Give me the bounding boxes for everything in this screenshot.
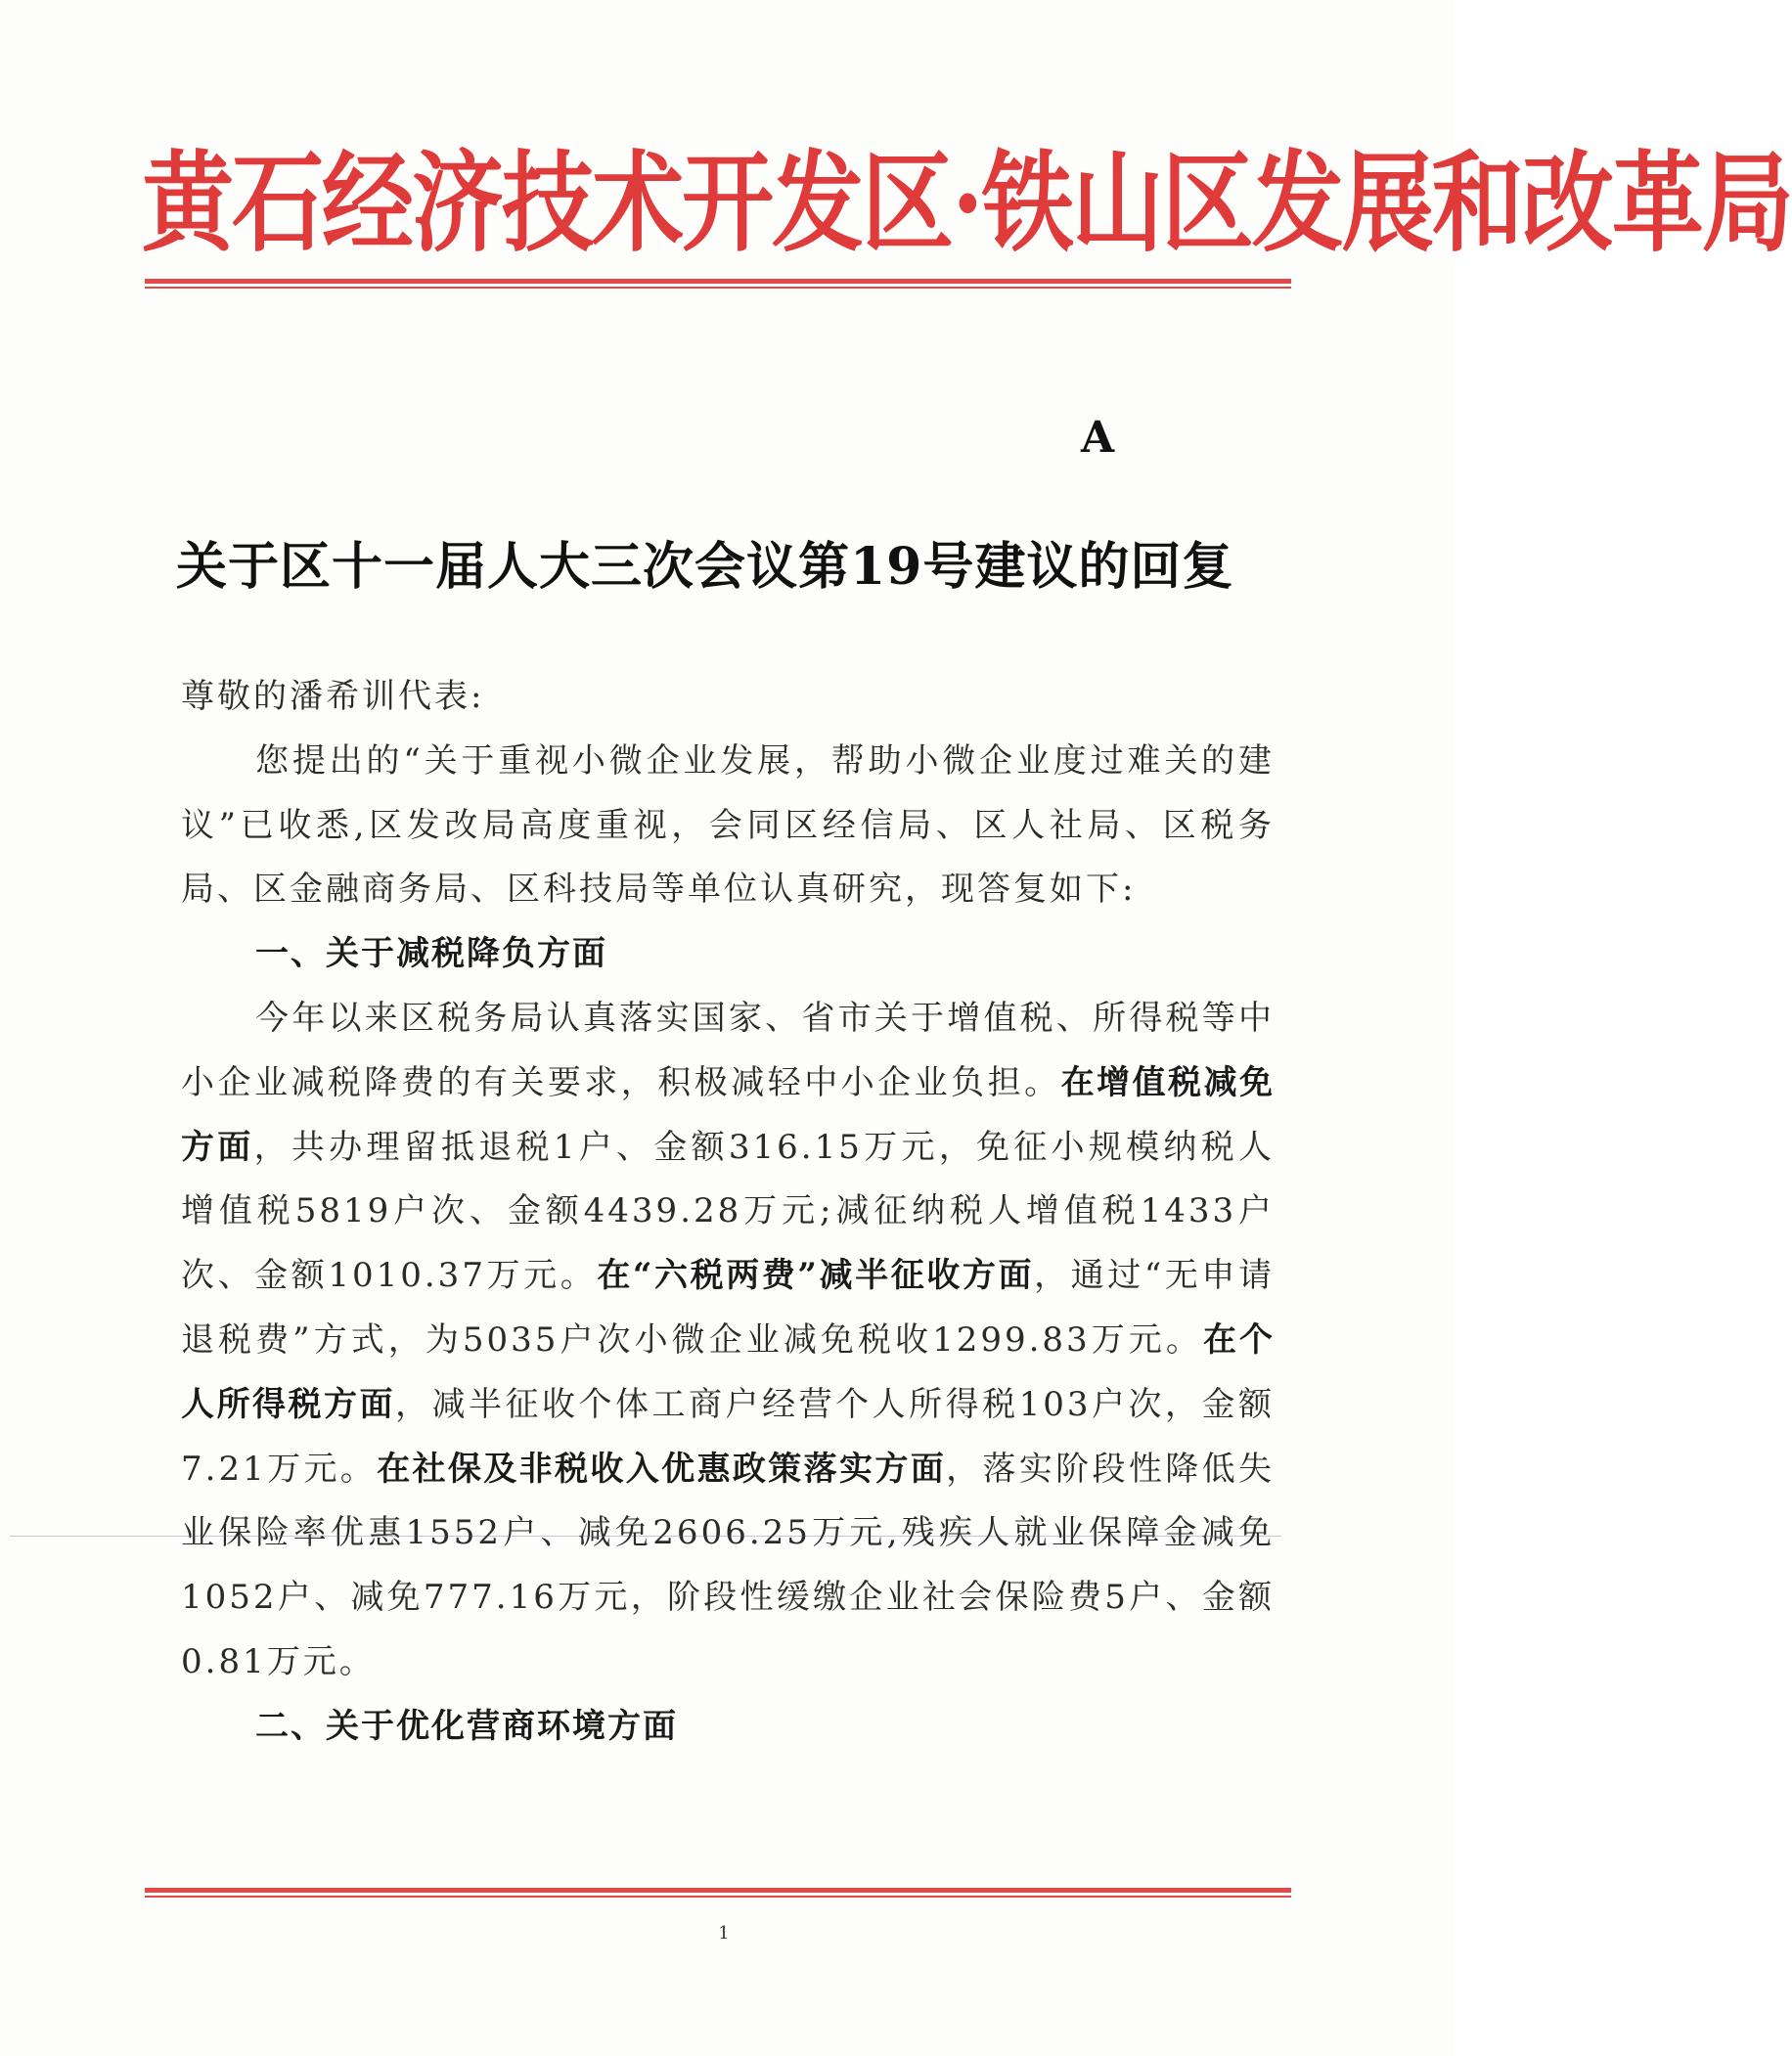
section-1-bold-3: 在个人所得税方面 (181, 1319, 1275, 1424)
section-1-heading: 一、关于减税降负方面 (255, 934, 607, 974)
section-1-paragraph (181, 987, 1275, 1695)
section-1-text-4: ，减半征收个体工商户经营个人所得税103户次，金额7.21万元。 (181, 1384, 1275, 1489)
section-1-bold-1: 在增值税减免方面 (181, 1062, 1276, 1167)
letterhead-title: 黄石经济技术开发区·铁山区发展和改革局 (142, 140, 1792, 267)
footer-red-rule (145, 1888, 1291, 1898)
section-1-text-3: ，通过“无申请退税费”方式，为5035户次小微企业减免税收1299.83万元。 (181, 1256, 1275, 1360)
section-1-text-2: ，共办理留抵退税1户、金额316.15万元，免征小规模纳税人增值税5819户次、金额4439.28万元;减征纳税人增值税1433户次、金额1010.37万元。 (181, 1127, 1275, 1296)
intro-paragraph: 您提出的“关于重视小微企业发展，帮助小微企业度过难关的建议”已收悉,区发改局高度重视，会同区经信局、区人社局、区税务局、区金融商务局、区科技局等单位认真研究，现答复如下: (181, 740, 1275, 910)
letterhead-red-rule (145, 279, 1291, 289)
section-2-heading: 二、关于优化营商环境方面 (255, 1706, 678, 1746)
scan-artifact-line (10, 1536, 1281, 1537)
document-grade-mark: A (1081, 413, 1115, 463)
document-title: 关于区十一届人大三次会议第19号建议的回复 (176, 537, 1234, 597)
document-body (181, 665, 1275, 1760)
section-1-bold-2: 在“六税两费”减半征收方面 (597, 1256, 1035, 1296)
section-1-bold-4: 在社保及非税收入优惠政策落实方面 (377, 1449, 947, 1489)
section-1-text-5: ，落实阶段性降低失业保险率优惠1552户、减免2606.25万元,残疾人就业保障金减免1052户、减免777.16万元，阶段性缓缴企业社会保险费5户、金额0.81万元。 (181, 1449, 1276, 1681)
salutation: 尊敬的潘希训代表: (181, 677, 485, 716)
page-number: 1 (718, 1923, 730, 1944)
section-1-text-1: 今年以来区税务局认真落实国家、省市关于增值税、所得税等中小企业减税降费的有关要求，积极减轻中小企业负担。 (181, 998, 1275, 1102)
